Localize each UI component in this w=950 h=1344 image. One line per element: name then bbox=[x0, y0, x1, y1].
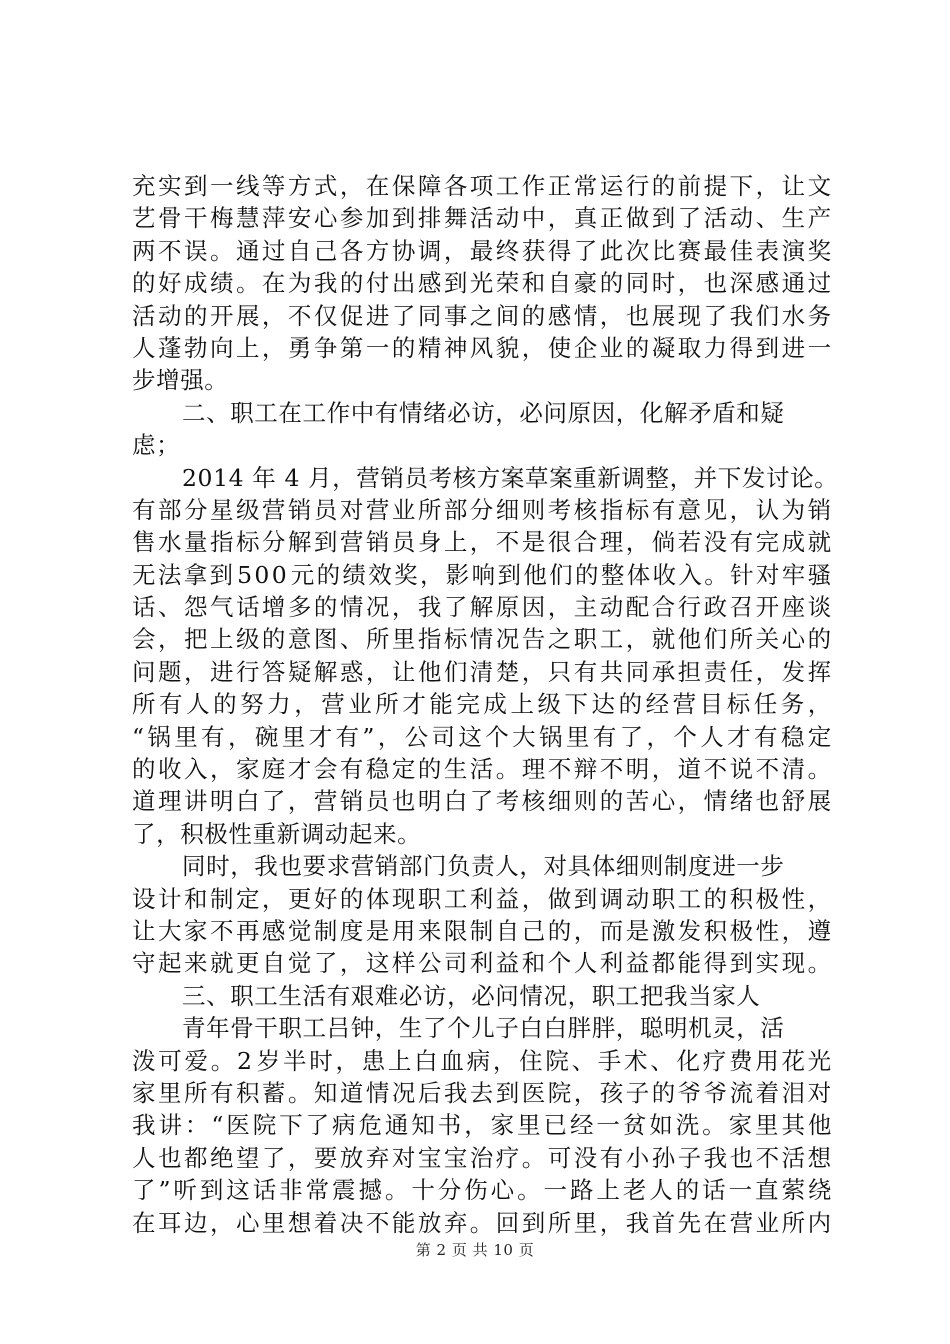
text-line: 艺 骨 干 梅 慧 萍 安 心 参 加 到 排 舞 活 动 中 ， 真 正 做 到 了 活 动 、 生 产 bbox=[132, 204, 832, 233]
text-line: “ 锅 里 有 ， 碗 里 才 有 ” ， 公 司 这 个 大 锅 里 有 了 ， 个 人 才 有 稳 定 bbox=[132, 722, 832, 751]
text-line: 两 不 误 。 通 过 自 己 各 方 协 调 ， 最 终 获 得 了 此 次 比 赛 最 佳 表 演 奖 bbox=[132, 236, 832, 265]
text-line: 话 、 怨 气 话 增 多 的 情 况 ， 我 了 解 原 因 ， 主 动 配 合 行 政 召 开 座 谈 bbox=[132, 593, 832, 622]
paragraph-start-line: 同时，我也要求营销部门负责人，对具体细则制度进一步 bbox=[182, 852, 785, 881]
text-line: 守 起 来 就 更 自 觉 了 ， 这 样 公 司 利 益 和 个 人 利 益 都 能 得 到 实 现 。 bbox=[132, 949, 832, 978]
text-line: 无 法 拿 到 5 0 0 元 的 绩 效 奖 ， 影 响 到 他 们 的 整 体 收 入 。 针 对 牢 骚 bbox=[132, 560, 832, 589]
text-line: 充 实 到 一 线 等 方 式 ， 在 保 障 各 项 工 作 正 常 运 行 的 前 提 下 ， 让 文 bbox=[132, 172, 832, 200]
text-line: 让 大 家 不 再 感 觉 制 度 是 用 来 限 制 自 己 的 ， 而 是 激 发 积 极 性 ， 遵 bbox=[132, 916, 832, 945]
text-line: 活 动 的 开 展 ， 不 仅 促 进 了 同 事 之 间 的 感 情 ， 也 展 现 了 我 们 水 务 bbox=[132, 301, 832, 330]
text-line: 的 收 入 ， 家 庭 才 会 有 稳 定 的 生 活 。 理 不 辩 不 明 ， 道 不 说 不 清 。 bbox=[132, 755, 832, 784]
text-line: 了，积极性重新调动起来。 bbox=[132, 819, 422, 848]
text-line: 问 题 ， 进 行 答 疑 解 惑 ， 让 他 们 清 楚 ， 只 有 共 同 承 担 责 任 ， 发 挥 bbox=[132, 657, 832, 686]
text-line: 会 ， 把 上 级 的 意 图 、 所 里 指 标 情 况 告 之 职 工 ， 就 他 们 所 关 心 的 bbox=[132, 625, 832, 654]
text-line: 我 讲 ： “ 医 院 下 了 病 危 通 知 书 ， 家 里 已 经 一 贫 如 洗 。 家 里 其 他 bbox=[132, 1111, 832, 1140]
text-line: 售 水 量 指 标 分 解 到 营 销 员 身 上 ， 不 是 很 合 理 ， 倘 若 没 有 完 成 就 bbox=[132, 528, 832, 557]
text-line: 设 计 和 制 定 ， 更 好 的 体 现 职 工 利 益 ， 做 到 调 动 职 工 的 积 极 性 ， bbox=[132, 884, 832, 913]
text-line: 在 耳 边 ， 心 里 想 着 决 不 能 放 弃 。 回 到 所 里 ， 我 首 先 在 营 业 所 内 bbox=[132, 1208, 832, 1237]
text-line: 了 ” 听 到 这 话 非 常 震 撼 。 十 分 伤 心 。 一 路 上 老 人 的 话 一 直 萦 绕 bbox=[132, 1176, 832, 1205]
text-line: 道 理 讲 明 白 了 ， 营 销 员 也 明 白 了 考 核 细 则 的 苦 心 ， 情 绪 也 舒 展 bbox=[132, 787, 832, 816]
text-line: 家 里 所 有 积 蓄 。 知 道 情 况 后 我 去 到 医 院 ， 孩 子 的 爷 爷 流 着 泪 对 bbox=[132, 1078, 832, 1107]
section-heading-line: 虑； bbox=[132, 431, 181, 460]
section-heading-line: 三、职工生活有艰难必访，必问情况，职工把我当家人 bbox=[182, 981, 761, 1010]
text-line: 步增强。 bbox=[132, 366, 229, 395]
text-line: 有 部 分 星 级 营 销 员 对 营 业 所 部 分 细 则 考 核 指 标 有 意 见 ， 认 为 销 bbox=[132, 495, 832, 524]
text-line: 所 有 人 的 努 力 ， 营 业 所 才 能 完 成 上 级 下 达 的 经 营 目 标 任 务 ， bbox=[132, 690, 832, 719]
text-line: 的 好 成 绩 。 在 为 我 的 付 出 感 到 光 荣 和 自 豪 的 同 时 ， 也 深 感 通 过 bbox=[132, 269, 832, 298]
text-line: 人 蓬 勃 向 上 ， 勇 争 第 一 的 精 神 风 貌 ， 使 企 业 的 凝 取 力 得 到 进 一 bbox=[132, 333, 832, 362]
section-heading-line: 二、职工在工作中有情绪必访，必问原因，化解矛盾和疑 bbox=[182, 398, 785, 427]
text-line: 泼 可 爱 。 2 岁 半 时 ， 患 上 白 血 病 ， 住 院 、 手 术 、 化 疗 费 用 花 光 bbox=[132, 1046, 832, 1075]
document-body bbox=[132, 170, 839, 1239]
paragraph-start-line: 2014 年 4 月，营销员考核方案草案重新调整，并下发讨论。 bbox=[182, 463, 839, 492]
text-line: 人 也 都 绝 望 了 ， 要 放 弃 对 宝 宝 治 疗 。 可 没 有 小 孙 子 我 也 不 活 想 bbox=[132, 1143, 832, 1172]
page-number-footer: 第 2 页 共 10 页 bbox=[415, 1241, 535, 1259]
paragraph-start-line: 青年骨干职工吕钟，生了个儿子白白胖胖，聪明机灵，活 bbox=[182, 1014, 785, 1043]
